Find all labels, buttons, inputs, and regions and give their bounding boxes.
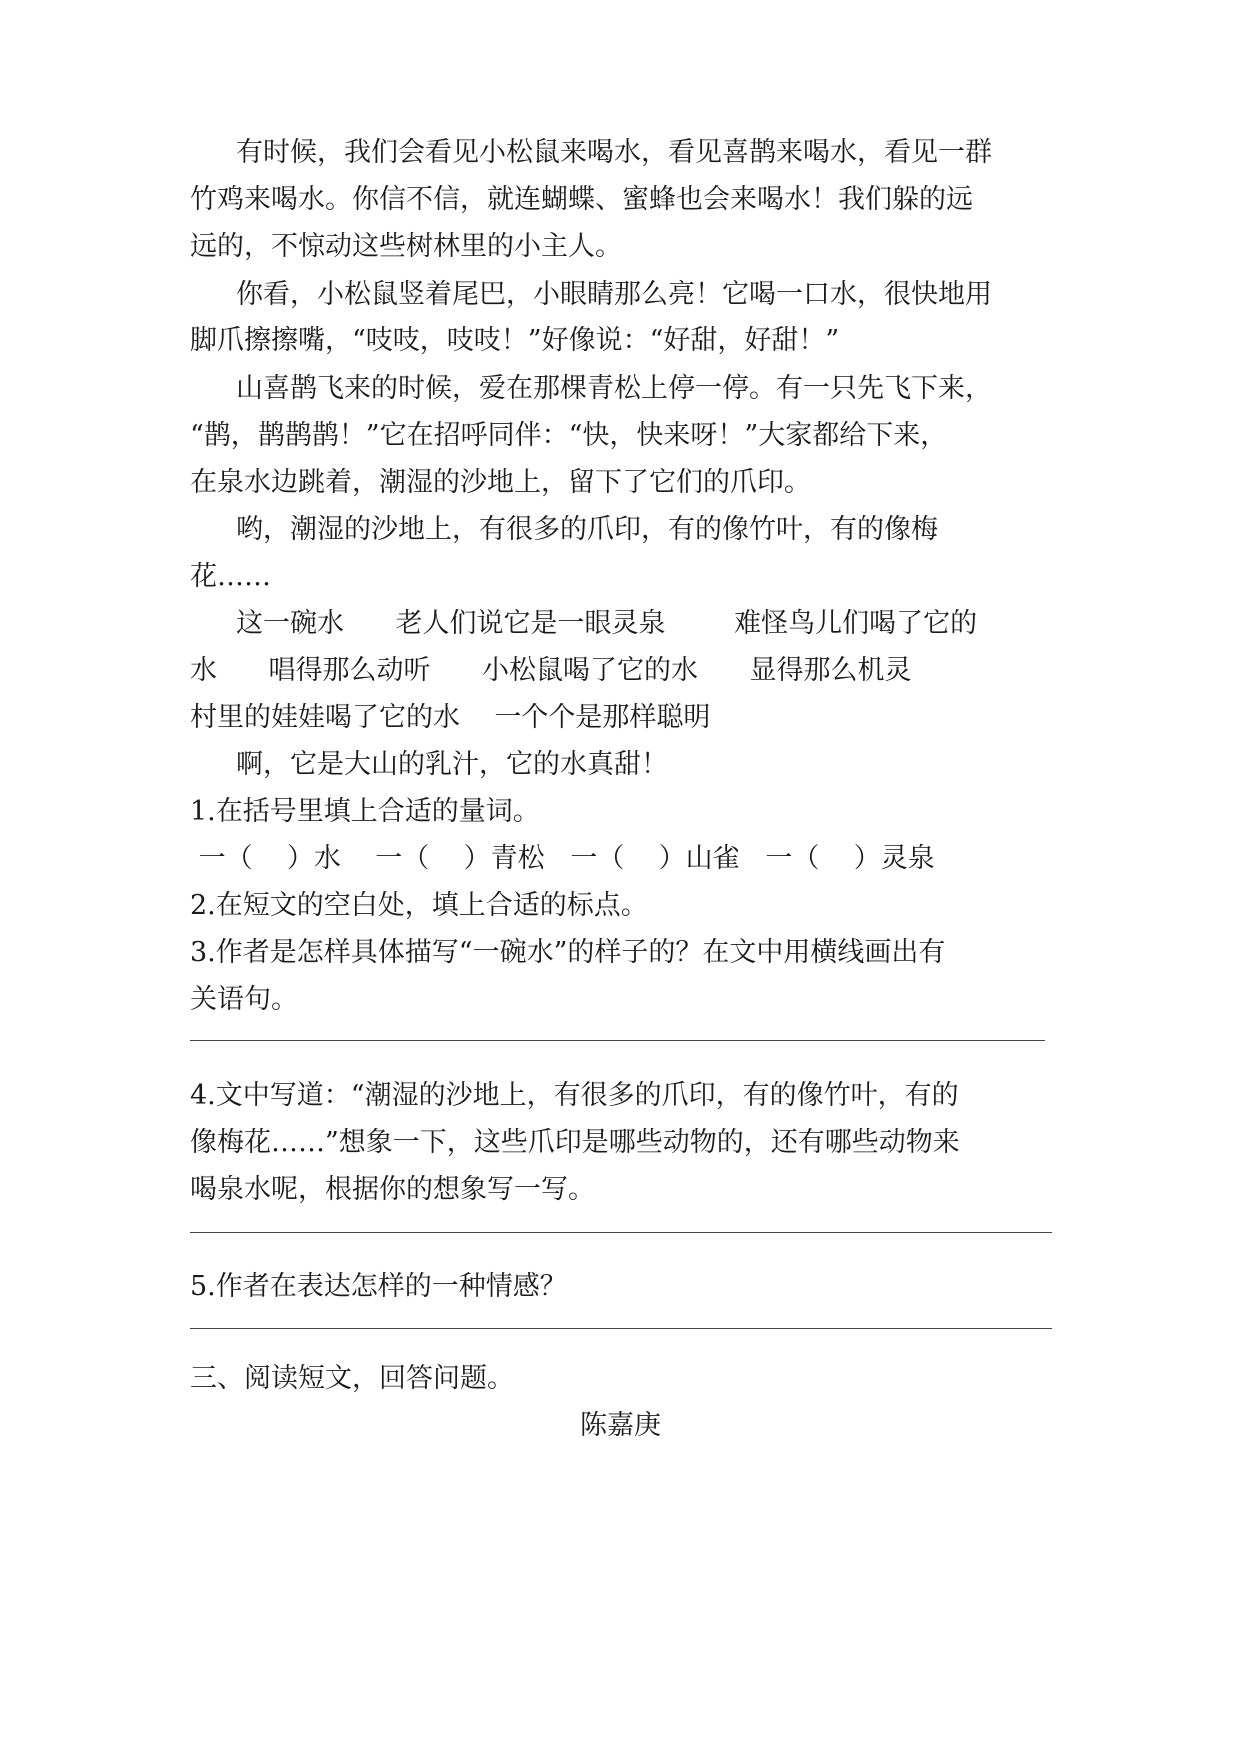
- passage-line: 你看，小松鼠竖着尾巴，小眼睛那么亮！它喝一口水，很快地用: [236, 279, 992, 310]
- question-2: 2.在短文的空白处，填上合适的标点。: [190, 890, 648, 921]
- passage-line: 这一碗水 老人们说它是一眼灵泉 难怪鸟儿们喝了它的: [236, 608, 978, 639]
- question-3-line-1: 3.作者是怎样具体描写“一碗水”的样子的？在文中用横线画出有: [190, 937, 946, 968]
- section-heading: 三、阅读短文，回答问题。: [190, 1363, 514, 1394]
- passage-line: 在泉水边跳着，潮湿的沙地上，留下了它们的爪印。: [190, 467, 811, 498]
- passage-line: 水 唱得那么动听 小松鼠喝了它的水 显得那么机灵: [190, 655, 912, 686]
- passage-line: 花……: [190, 561, 271, 592]
- passage-line: 啊，它是大山的乳汁，它的水真甜！: [236, 749, 668, 780]
- passage-line: 有时候，我们会看见小松鼠来喝水，看见喜鹊来喝水，看见一群: [236, 137, 992, 168]
- question-1: 1.在括号里填上合适的量词。: [190, 796, 540, 827]
- passage-line: 脚爪擦擦嘴，“吱吱，吱吱！”好像说：“好甜，好甜！”: [190, 325, 840, 356]
- question-1-blanks: 一（ ）水 一（ ）青松 一（ ）山雀 一（ ）灵泉: [190, 843, 935, 874]
- passage-line: “鹊，鹊鹊鹊！”它在招呼同伴：“快，快来呀！”大家都给下来，: [190, 420, 948, 451]
- answer-line-4[interactable]: [190, 1232, 1052, 1233]
- passage-line: 远的，不惊动这些树林里的小主人。: [190, 231, 622, 262]
- passage-line: 竹鸡来喝水。你信不信，就连蝴蝶、蜜蜂也会来喝水！我们躲的远: [190, 184, 973, 215]
- question-4-line-2: 像梅花……”想象一下，这些爪印是哪些动物的，还有哪些动物来: [190, 1127, 960, 1158]
- passage-line: 村里的娃娃喝了它的水 一个个是那样聪明: [190, 702, 711, 733]
- answer-line-3[interactable]: [190, 1040, 1045, 1041]
- question-4-line-1: 4.文中写道：“潮湿的沙地上，有很多的爪印，有的像竹叶，有的: [190, 1080, 959, 1111]
- passage-line: 山喜鹊飞来的时候，爱在那棵青松上停一停。有一只先飞下来，: [236, 373, 992, 404]
- question-3-line-2: 关语句。: [190, 984, 298, 1015]
- passage-line: 哟，潮湿的沙地上，有很多的爪印，有的像竹叶，有的像梅: [236, 514, 938, 545]
- question-4-line-3: 喝泉水呢，根据你的想象写一写。: [190, 1174, 595, 1205]
- question-5: 5.作者在表达怎样的一种情感？: [190, 1271, 567, 1302]
- answer-line-5[interactable]: [190, 1328, 1052, 1329]
- article-title: 陈嘉庚: [580, 1410, 661, 1441]
